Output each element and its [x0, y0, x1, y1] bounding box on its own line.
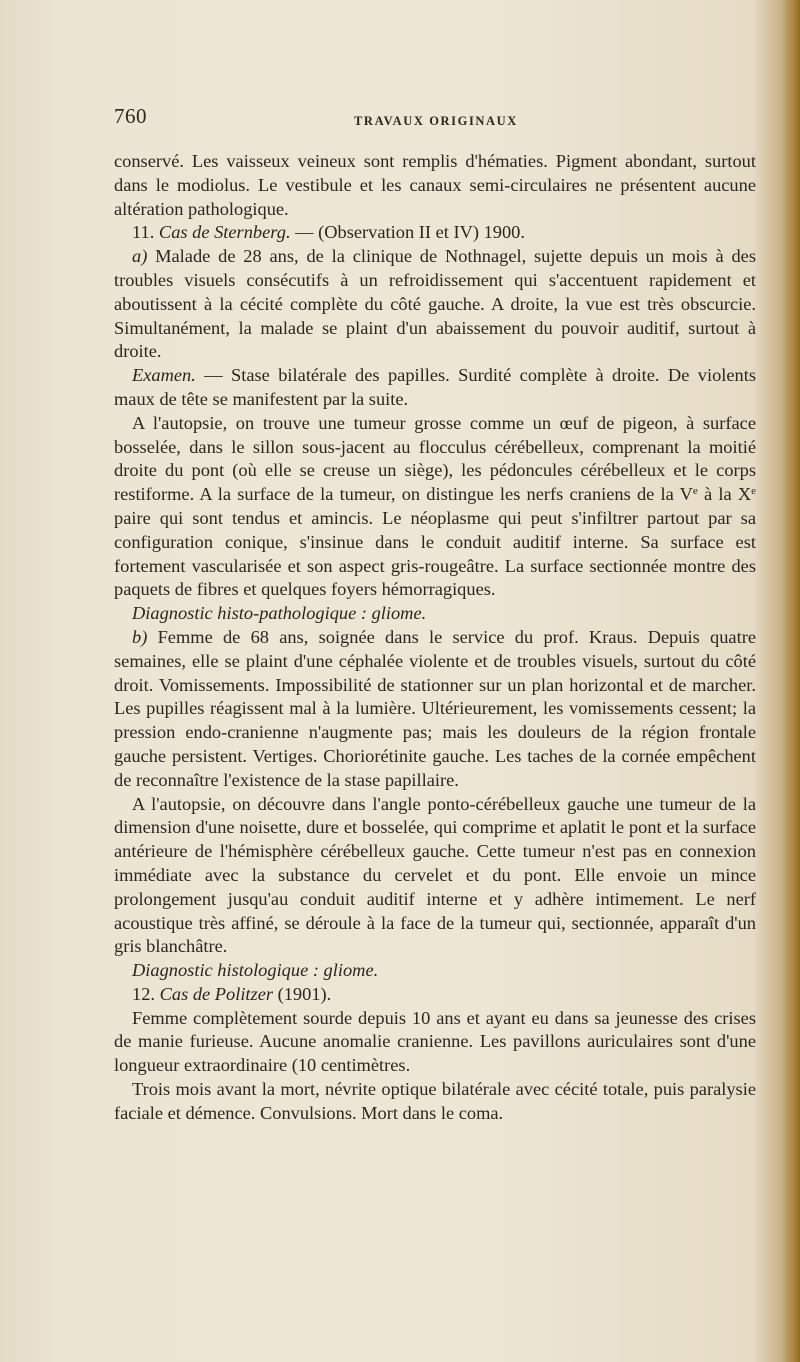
body-text: [114, 150, 756, 1126]
page-edge-shadow: [782, 0, 800, 1362]
case-12-paragraph-1: Femme complètement sourde depuis 10 ans et ayant eu dans sa jeunesse des crises de manie furieuse. Aucune anomalie cranienne. Les pavillons auriculaires sont d'une longueur extraordinaire (10 centimètres.: [114, 1007, 756, 1076]
paragraph-continuation: conservé. Les vaisseux veineux sont remplis d'hématies. Pigment abondant, surtout dans le modiolus. Le vestibule et les canaux semi-circulaires ne présentent aucune altération pathologique.: [114, 151, 756, 219]
autopsy-paragraph-1: A l'autopsie, on trouve une tumeur grosse comme un œuf de pigeon, à surface bosselée, dans le sillon sous-jacent au flocculus cérébelleux, comprenant la moitié droite du pont (où elle se creuse un siège), les pédoncules cérébelleux et le corps restiforme. A la surface de la tumeur, on distingue les nerfs craniens de la Ve à la Xe paire qui sont tendus et amincis. Le néoplasme qui peut s'infiltrer partout par sa configuration conique, s'insinue dans le conduit auditif interne. Sa surface est fortement vascularisée et son aspect gris-rougeâtre. La surface sectionnée montre des paquets de fibres et quelques foyers hémorragiques.: [114, 412, 756, 600]
case-11b-paragraph: b) Femme de 68 ans, soignée dans le service du prof. Kraus. Depuis quatre semaines, elle se plaint d'une céphalée violente et de troubles visuels, surtout du côté droit. Vomissements. Impossibilité de stationner sur un plan horizontal et de marcher. Les pupilles réagissent mal à la lumière. Ultérieurement, les vomissements cessent; la pression endo-cranienne n'augmente pas; mais les douleurs de la région frontale gauche persistent. Vertiges. Choriorétinite gauche. Les taches de la cornée empêchent de reconnaître l'existence de la stase papillaire.: [114, 626, 756, 790]
autopsy-paragraph-2: A l'autopsie, on découvre dans l'angle ponto-cérébelleux gauche une tumeur de la dimension d'une noisette, dure et bosselée, qui comprime et aplatit le pont et la surface antérieure de l'hémisphère cérébelleux gauche. Cette tumeur n'est pas en connexion immédiate avec la substance du cervelet et du pont. Elle envoie un mince prolongement jusqu'au conduit auditif interne et y adhère intimement. Le nerf acoustique très affiné, se déroule à la face de la tumeur qui, sectionnée, apparaît d'un gris blanchâtre.: [114, 793, 756, 957]
case-12-heading: 12. Cas de Politzer (1901).: [132, 983, 332, 1004]
page-header: [114, 104, 754, 134]
diagnosis-2: Diagnostic histologique : gliome.: [132, 960, 379, 981]
examen-paragraph: Examen. — Stase bilatérale des papilles. Surdité complète à droite. De violents maux de tête se manifestent par la suite.: [114, 365, 756, 409]
case-12-paragraph-2: Trois mois avant la mort, névrite optique bilatérale avec cécité totale, puis paralysie faciale et démence. Convulsions. Mort dans le coma.: [114, 1079, 756, 1123]
diagnosis-1: Diagnostic histo-pathologique : gliome.: [132, 603, 427, 624]
running-head: TRAVAUX ORIGINAUX: [354, 114, 518, 128]
page-number: 760: [114, 104, 147, 128]
case-11-heading: 11. Cas de Sternberg. — (Observation II et IV) 1900.: [132, 222, 525, 243]
case-11a-paragraph: a) Malade de 28 ans, de la clinique de Nothnagel, sujette depuis un mois à des troubles visuels consécutifs à un refroidissement qui s'accentuent rapidement et aboutissent à la cécité complète du côté gauche. A droite, la vue est très obscurcie. Simultanément, la malade se plaint d'un abaissement du pouvoir auditif, surtout à droite.: [114, 246, 756, 362]
